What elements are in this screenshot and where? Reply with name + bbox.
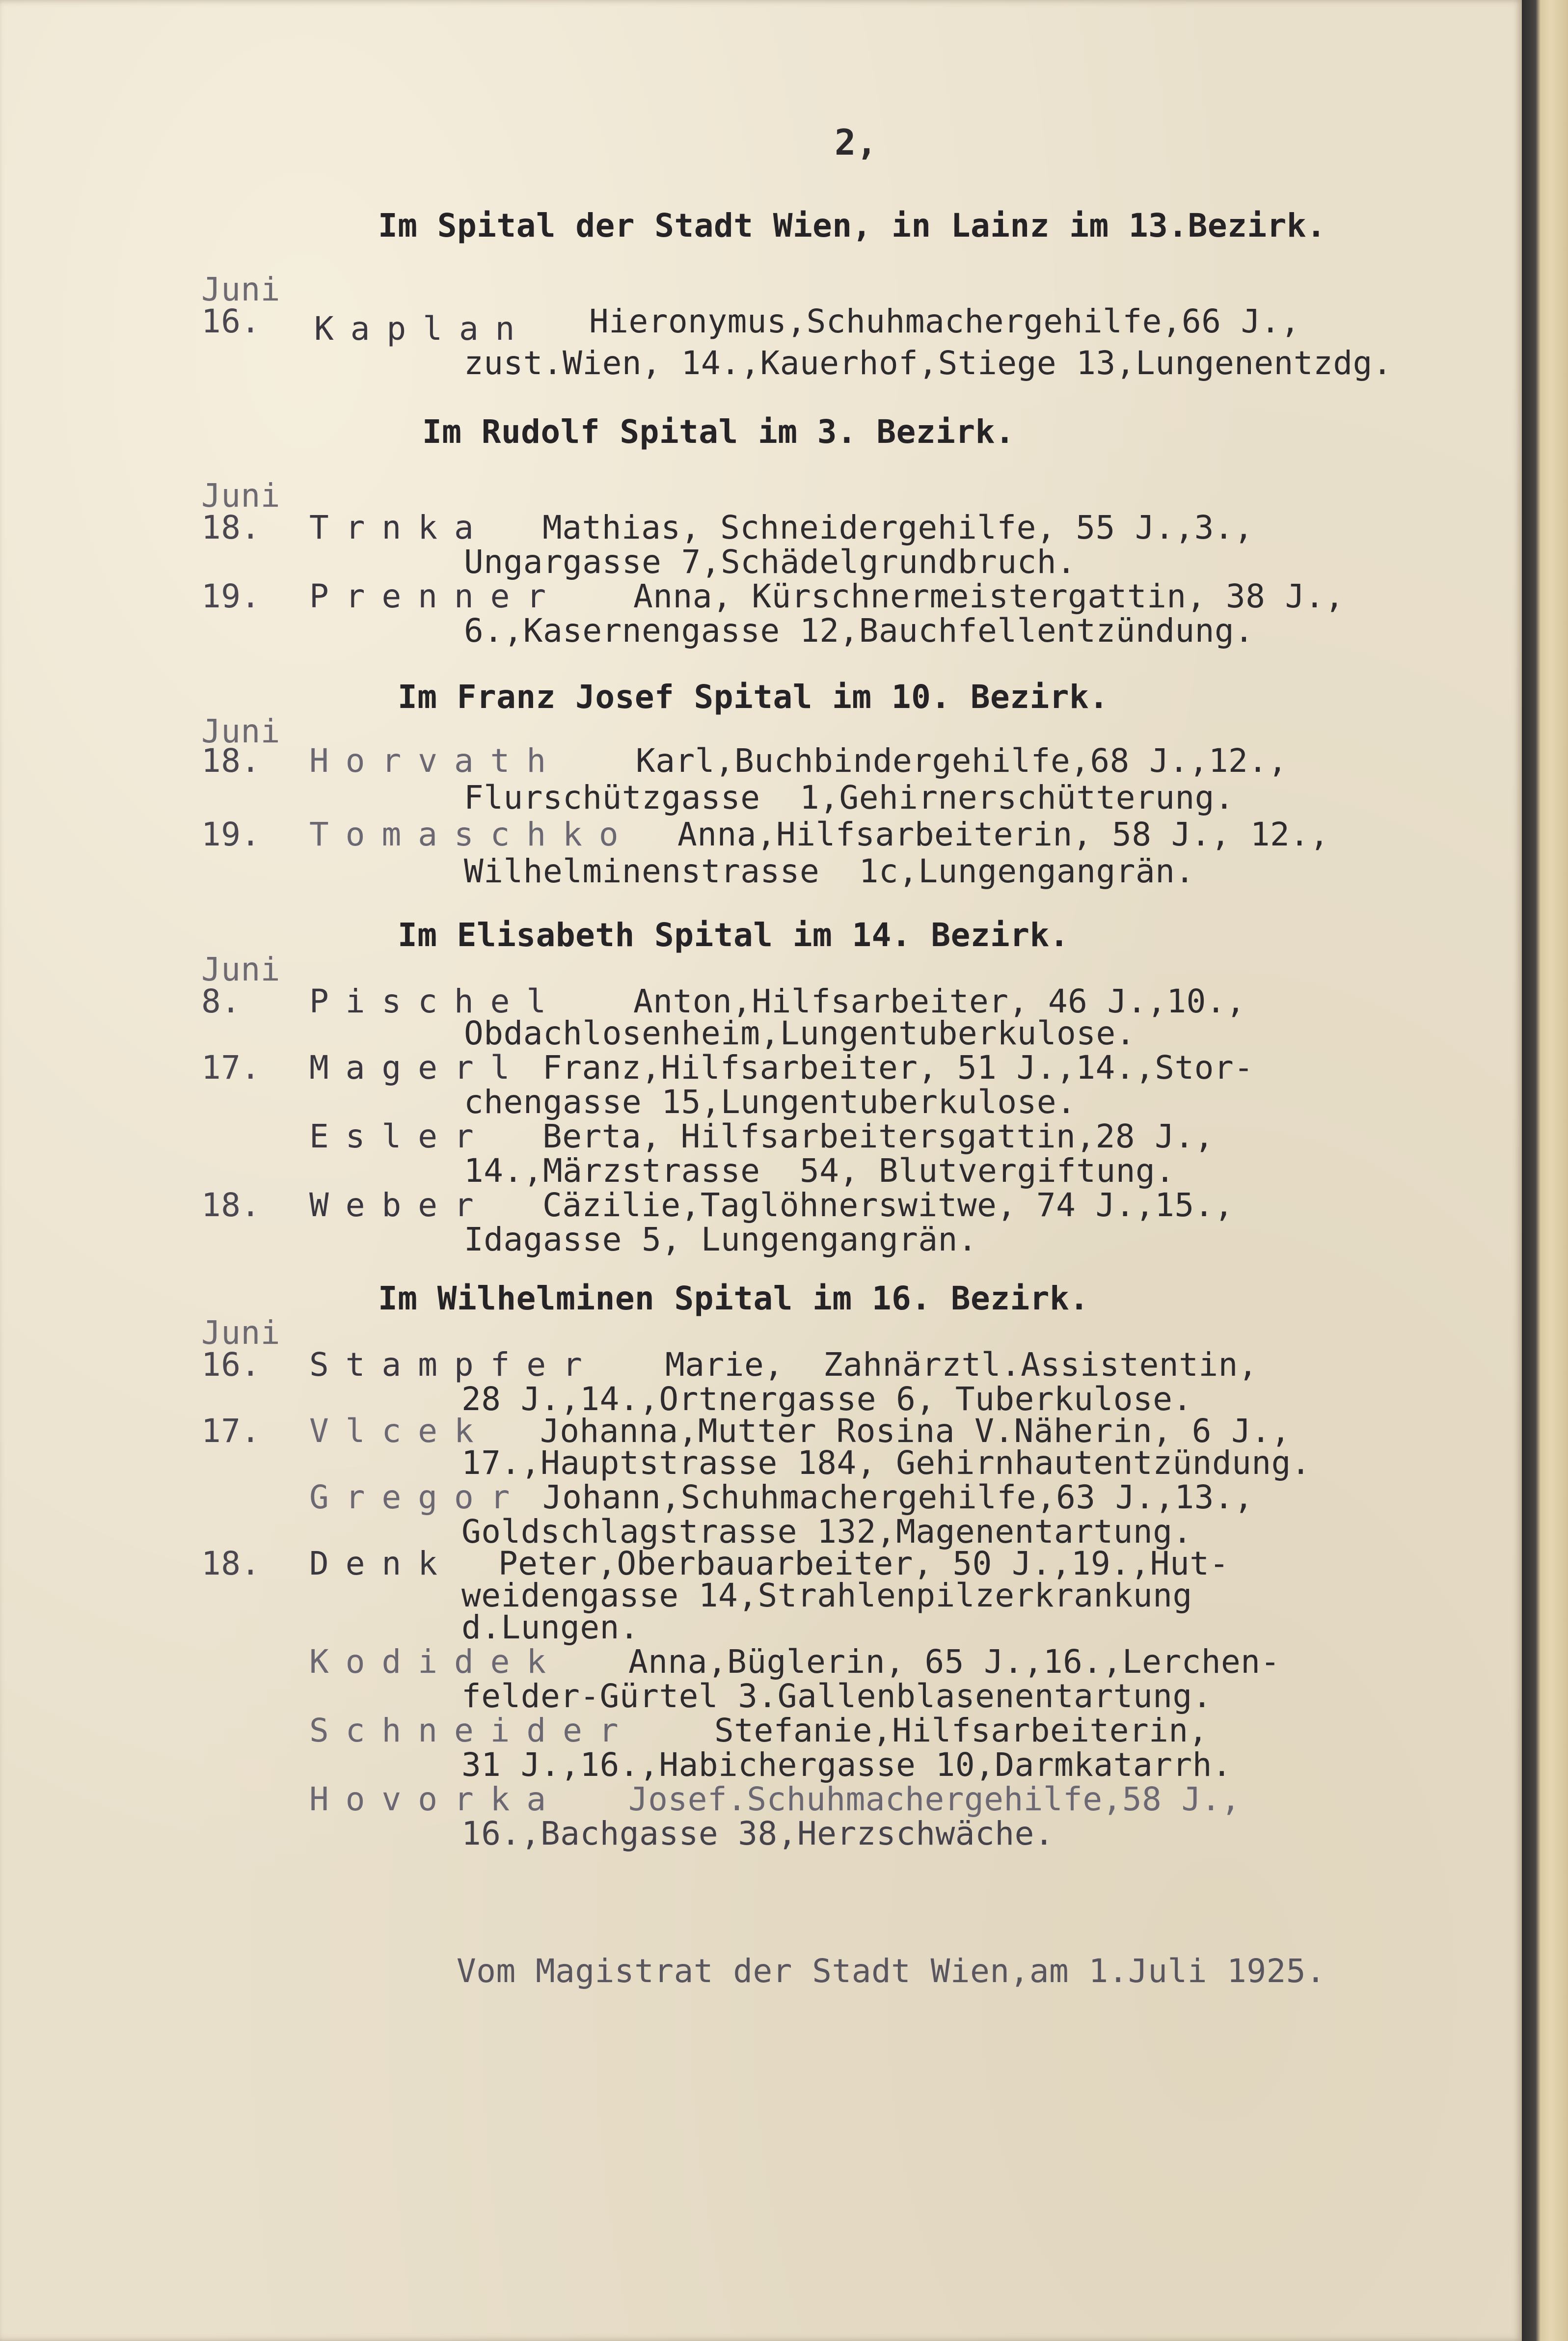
footer-signature-line: Vom Magistrat der Stadt Wien,am 1.Juli 1925. — [457, 1952, 1326, 1990]
entry-details: Cäzilie,Taglöhnerswitwe, 74 J.,15., — [542, 1186, 1234, 1224]
entry-surname: Denk — [309, 1545, 454, 1582]
entry-surname: Kodidek — [309, 1643, 563, 1681]
entry-details: Anton,Hilfsarbeiter, 46 J.,10., — [633, 982, 1246, 1020]
entry-details-cont: 16.,Bachgasse 38,Herzschwäche. — [461, 1815, 1054, 1852]
entry-details: Stefanie,Hilfsarbeiterin, — [714, 1712, 1208, 1749]
entry-date: 18. — [201, 1545, 261, 1582]
entry-date: 16. — [201, 1346, 261, 1384]
section-heading-rudolf: Im Rudolf Spital im 3. Bezirk. — [422, 413, 1015, 451]
entry-date: 17. — [201, 1049, 261, 1087]
entry-date: 18. — [201, 1186, 261, 1224]
entry-date: 19. — [201, 816, 261, 853]
month-label: Juni — [201, 477, 280, 515]
entry-surname: Kaplan — [314, 310, 532, 348]
entry-surname: Tomaschko — [309, 816, 635, 853]
entry-surname: Prenner — [309, 577, 563, 615]
month-label: Juni — [201, 712, 280, 750]
month-label: Juni — [201, 951, 280, 988]
entry-details-cont: felder-Gürtel 3.Gallenblasenentartung. — [461, 1677, 1212, 1715]
entry-details: Johann,Schuhmachergehilfe,63 J.,13., — [542, 1478, 1254, 1516]
entry-details-cont: d.Lungen. — [461, 1608, 640, 1646]
entry-details: Anna,Büglerin, 65 J.,16.,Lerchen- — [628, 1643, 1280, 1681]
entry-date: 16. — [201, 302, 261, 340]
entry-details: Peter,Oberbauarbeiter, 50 J.,19.,Hut- — [498, 1545, 1229, 1582]
page-number: 2, — [835, 122, 878, 163]
entry-details: Marie, Zahnärztl.Assistentin, — [665, 1346, 1258, 1384]
entry-surname: Magerl — [309, 1049, 527, 1087]
entry-details-cont: Obdachlosenheim,Lungentuberkulose. — [464, 1014, 1136, 1052]
entry-details-cont: Goldschlagstrasse 132,Magenentartung. — [461, 1513, 1192, 1551]
entry-surname: Hovorka — [309, 1780, 563, 1818]
entry-details-cont: 14.,Märzstrasse 54, Blutvergiftung. — [464, 1152, 1175, 1190]
entry-details-cont: Wilhelminenstrasse 1c,Lungengangrän. — [464, 852, 1195, 890]
entry-details-cont: Ungargasse 7,Schädelgrundbruch. — [464, 543, 1077, 581]
entry-surname: Weber — [309, 1186, 490, 1224]
entry-surname: Schneider — [309, 1712, 635, 1749]
entry-date: 18. — [201, 509, 261, 546]
entry-details-cont: 6.,Kasernengasse 12,Bauchfellentzündung. — [464, 612, 1254, 650]
adjacent-page-edge — [1521, 0, 1568, 2341]
entry-details: Franz,Hilfsarbeiter, 51 J.,14.,Stor- — [542, 1049, 1254, 1087]
entry-surname: Trnka — [309, 509, 490, 546]
entry-details: Anna, Kürschnermeistergattin, 38 J., — [633, 577, 1345, 615]
section-heading-elisabeth: Im Elisabeth Spital im 14. Bezirk. — [398, 916, 1070, 954]
entry-details: Hieronymus,Schuhmachergehilfe,66 J., — [589, 302, 1300, 340]
entry-details-cont: 31 J.,16.,Habichergasse 10,Darmkatarrh. — [461, 1746, 1232, 1784]
entry-date: 17. — [201, 1412, 261, 1450]
entry-details-cont: 17.,Hauptstrasse 184, Gehirnhautentzündung. — [461, 1444, 1311, 1482]
entry-details: Josef.Schuhmachergehilfe,58 J., — [628, 1780, 1241, 1818]
section-heading-wilhelminen: Im Wilhelminen Spital im 16. Bezirk. — [378, 1279, 1089, 1317]
entry-details-cont: 28 J.,14.,Ortnergasse 6, Tuberkulose. — [461, 1380, 1192, 1418]
entry-surname: Esler — [309, 1117, 490, 1155]
entry-surname: Pischel — [309, 982, 563, 1020]
entry-details-cont: Idagasse 5, Lungengangrän. — [464, 1221, 978, 1258]
entry-surname: Vlcek — [309, 1412, 490, 1450]
entry-details: Karl,Buchbindergehilfe,68 J.,12., — [636, 742, 1288, 780]
entry-details-cont: weidengasse 14,Strahlenpilzerkrankung — [461, 1577, 1192, 1614]
entry-date: 18. — [201, 742, 261, 780]
entry-date: 8. — [201, 982, 241, 1020]
entry-details-cont: Flurschützgasse 1,Gehirnerschütterung. — [464, 779, 1235, 817]
entry-surname: Gregor — [309, 1478, 527, 1516]
entry-details: Berta, Hilfsarbeitersgattin,28 J., — [542, 1117, 1215, 1155]
section-heading-lainz: Im Spital der Stadt Wien, in Lainz im 13.Bezirk. — [378, 207, 1326, 245]
entry-details: Johanna,Mutter Rosina V.Näherin, 6 J., — [540, 1412, 1291, 1450]
entry-surname: Horvath — [309, 742, 563, 780]
entry-details-cont: chengasse 15,Lungentuberkulose. — [464, 1083, 1077, 1121]
entry-details-cont: zust.Wien, 14.,Kauerhof,Stiege 13,Lungenentzdg. — [464, 344, 1393, 382]
section-heading-franz-josef: Im Franz Josef Spital im 10. Bezirk. — [398, 678, 1109, 716]
entry-details: Anna,Hilfsarbeiterin, 58 J., 12., — [677, 816, 1329, 853]
entry-surname: Stampfer — [309, 1346, 599, 1384]
month-label: Juni — [201, 1314, 280, 1352]
month-label: Juni — [201, 271, 280, 308]
entry-date: 19. — [201, 577, 261, 615]
entry-details: Mathias, Schneidergehilfe, 55 J.,3., — [542, 509, 1254, 546]
